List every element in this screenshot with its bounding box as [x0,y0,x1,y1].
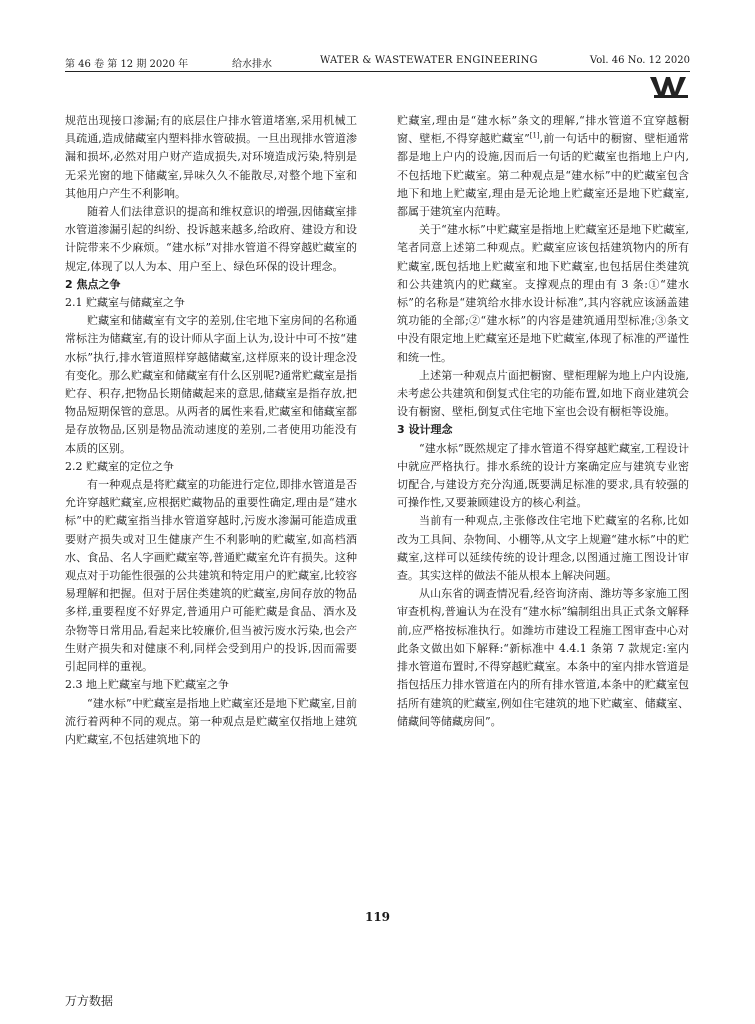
paragraph: 上述第一种观点片面把橱窗、壁柜理解为地上户内设施,未考虑公共建筑和倒复式住宅的功能布置,如地下商业建筑会设有橱窗、壁柜,倒复式住宅地下室也会设有橱柜等设施。 [397,368,689,419]
journal-cn: 给水排水 [232,59,272,70]
ww-journal-logo-icon [650,75,690,99]
paragraph: 有一种观点是将贮藏室的功能进行定位,即排水管道是否允许穿越贮藏室,应根据贮藏物品的重要性确定,理由是“建水标”中的贮藏室指当排水管道穿越时,污废水渗漏可能造成重要财产损失或对卫生健康产生不利影响的贮藏室,如高档酒水、食品、名人字画贮藏室等,普通贮藏室允许有损失。这种观点对于功能性很强的公共建筑和特定用户的贮藏室,比较容易理解和把握。但对于居住类建筑的贮藏室,房间存放的物品多样,重要程度不好界定,普通用户可能贮藏是食品、酒水及杂物等日常用品,看起来比较廉价,但当被污废水污染,也会产生财产损失和对健康不利,同样会受到用户的投诉,因而需要引起同样的重视。 [65,478,357,674]
paragraph: “建水标”既然规定了排水管道不得穿越贮藏室,工程设计中就应严格执行。排水系统的设计方案确定应与建筑专业密切配合,与建设方充分沟通,既要满足标准的要求,具有较强的可操作性,又要兼顾建设方的核心利益。 [397,441,689,510]
subsection-heading: 2.1 贮藏室与储藏室之争 [65,296,185,310]
subsection-heading: 2.3 地上贮藏室与地下贮藏室之争 [65,678,229,692]
left-column [65,112,357,749]
paragraph [397,112,689,221]
footer-watermark: 万方数据 [65,994,114,1008]
section-heading: 3 设计理念 [397,423,453,437]
paragraph: “建水标”中贮藏室是指地上贮藏室还是地下贮藏室,目前流行着两种不同的观点。第一种观点是贮藏室仅指地上建筑内贮藏室,不包括建筑地下的 [65,696,357,746]
issue-cn: 第 46 卷 第 12 期 2020 年 [65,59,189,70]
citation-ref: [1] [529,131,540,140]
paragraph: 当前有一种观点,主张修改住宅地下贮藏室的名称,比如改为工具间、杂物间、小棚等,从文字上规避“建水标”中的贮藏室,这样可以延续传统的设计理念,以图通过施工图设计审查。其实这样的做法不能从根本上解决问题。 [397,514,689,583]
paragraph-text: 贮藏室,理由是“建水标”条文的理解,“排水管道不宜穿越橱窗、壁柜,不得穿越贮藏室” [397,114,689,146]
issue-en: Vol. 46 No. 12 2020 [589,55,690,66]
paragraph-text: ,前一句话中的橱窗、壁柜通常都是地上户内的设施,因而后一句话的贮藏室也指地上户内,不包括地下贮藏室。第二种观点是“建水标”中的贮藏室包含地下和地上贮藏室,理由是无论地上贮藏室还是地下贮藏室,都属于建筑室内范畴。 [397,132,690,219]
paragraph: 贮藏室和储藏室有文字的差别,住宅地下室房间的名称通常标注为储藏室,有的设计师从字面上认为,设计中可不按“建水标”执行,排水管道照样穿越储藏室,这样原来的设计理念没有变化。那么贮藏室和储藏室有什么区别呢?通常贮藏室是指贮存、积存,把物品长期储藏起来的意思,储藏室是指存放,把物品短期保管的意思。从两者的属性来看,贮藏室和储藏室都是存放物品,区别是物品流动速度的差别,二者使用功能没有本质的区别。 [65,314,357,455]
paragraph: 规范出现接口渗漏;有的底层住户排水管道堵塞,采用机械工具疏通,造成储藏室内塑料排水管破损。一旦出现排水管道渗漏和损坏,必然对用户财产造成损失,对环境造成污染,特别是无采光窗的地下储藏室,异味久久不能散尽,对整个地下室和其他用户产生不利影响。 [65,114,357,200]
section-heading: 2 焦点之争 [65,277,121,291]
paragraph: 随着人们法律意识的提高和维权意识的增强,因储藏室排水管道渗漏引起的纠纷、投诉越来越多,给政府、建设方和设计院带来不少麻烦。“建水标”对排水管道不得穿越贮藏室的规定,体现了以人为本、用户至上、绿色环保的设计理念。 [65,205,357,273]
subsection-heading: 2.2 贮藏室的定位之争 [65,459,174,473]
header-rule [65,71,690,72]
journal-en: WATER & WASTEWATER ENGINEERING [320,55,538,66]
right-column [397,112,689,731]
paragraph: 关于“建水标”中贮藏室是指地上贮藏室还是地下贮藏室,笔者同意上述第二种观点。贮藏室应该包括建筑物内的所有贮藏室,既包括地上贮藏室和地下贮藏室,也包括居住类建筑和公共建筑内的贮藏室。支撑观点的理由有 3 条:①“建水标”的名称是“建筑给水排水设计标准”,其内容就应该涵盖建筑功能的全部;②“建水标”的内容是建筑通用型标准;③条文中没有限定地上贮藏室还是地下贮藏室,体现了标准的严谨性和统一性。 [397,223,689,364]
paragraph: 从山东省的调查情况看,经咨询济南、潍坊等多家施工图审查机构,普遍认为在没有“建水标”编制组出具正式条文解释前,应严格按标准执行。如潍坊市建设工程施工图审查中心对此条文做出如下解释:“新标准中 4.4.1 条第 7 款规定:室内排水管道布置时,不得穿越贮藏室。本条中的室内排水管道是指包括压力排水管道在内的所有排水管道,本条中的贮藏室包括所有建筑的贮藏室,例如住宅建筑的地下贮藏室、储藏室、储藏间等储藏房间”。 [397,587,689,728]
page-number: 119 [364,910,391,924]
